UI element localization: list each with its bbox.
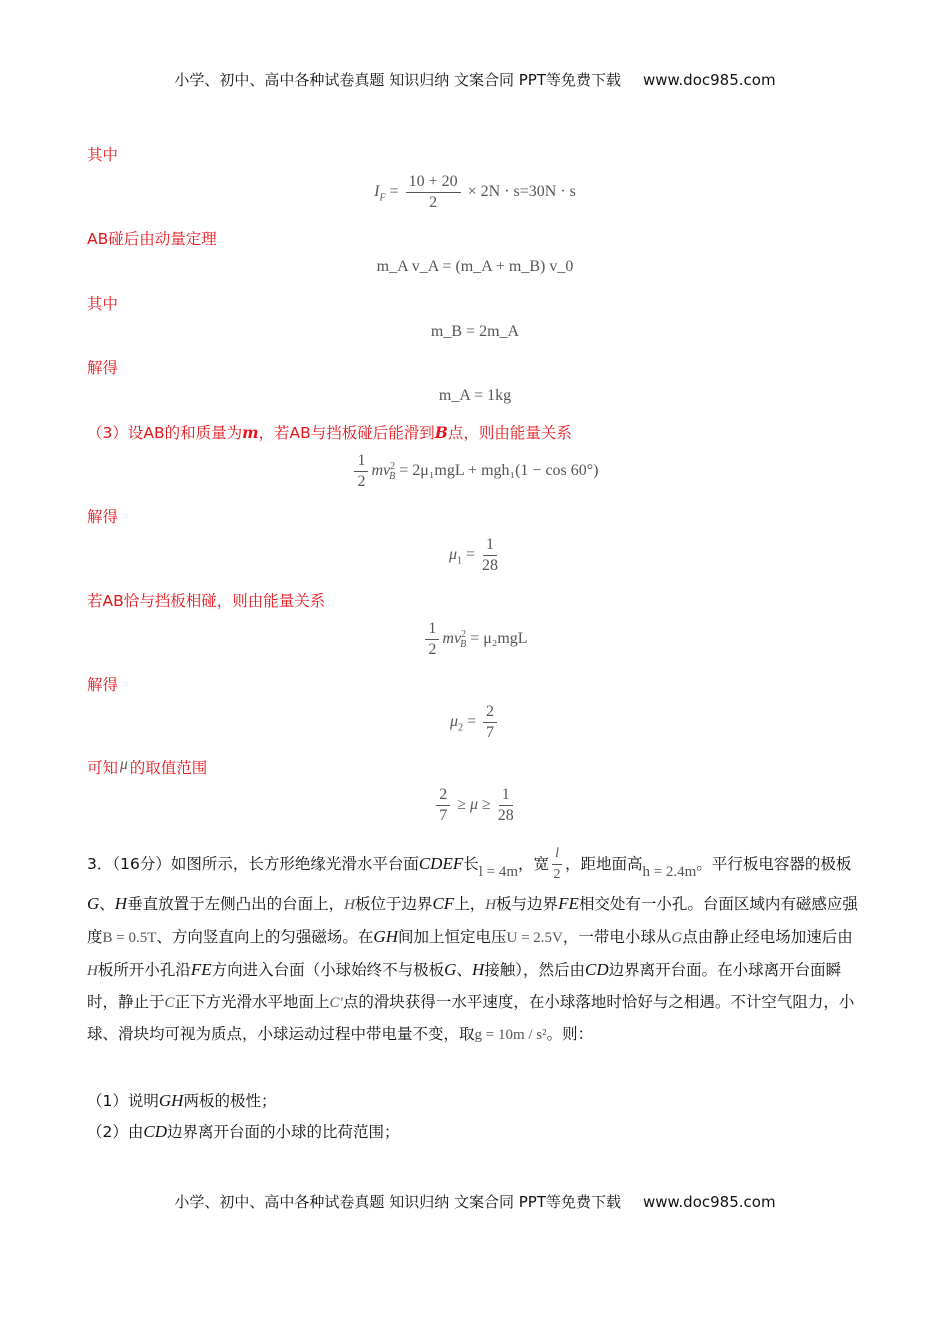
eq1-rest: × 2N · s=30N · s bbox=[467, 183, 576, 201]
q-text: 。平行板电容器的极板 bbox=[696, 855, 852, 873]
equation-energy-1: $\frac{1}{2}$ $mv^2_B = 2\mu_1mgL + mgh_1(1 - \cos 60^\circ)$ bbox=[0, 452, 950, 491]
page-header bbox=[0, 69, 950, 90]
solution-line-3: 其中 bbox=[87, 295, 119, 313]
q-text: 间加上恒定电压 bbox=[397, 928, 507, 946]
q-math: l = 4m bbox=[478, 864, 519, 880]
eq7-numerator: 1 bbox=[425, 620, 439, 640]
eq1-lhs: I bbox=[374, 183, 380, 201]
q-math: C bbox=[164, 995, 175, 1011]
q-math: U = 2.5V bbox=[506, 930, 563, 946]
l9-post: 的取值范围 bbox=[129, 759, 208, 777]
q-math: C′ bbox=[329, 995, 343, 1011]
eq5-rest: = 2μ₁mgL + mgh₁(1 − cos 60°) bbox=[399, 462, 599, 480]
q-math: g = 10m / s² bbox=[474, 1027, 547, 1043]
q-text: （2）由 bbox=[87, 1123, 144, 1141]
q-var: FE bbox=[558, 894, 579, 913]
equation-mu1: $\mu_1$ = $\frac{1}{28}$ bbox=[448, 536, 499, 574]
q-var: GH bbox=[158, 1091, 184, 1110]
q-text: 方向进入台面（小球始终不与极板 bbox=[211, 961, 445, 979]
l5-mid: ，若AB与挡板碰后能滑到 bbox=[258, 424, 435, 442]
eq1-numerator: 10 + 20 bbox=[406, 173, 461, 193]
q-var: CD bbox=[143, 1122, 167, 1141]
sub-question-1 bbox=[87, 1085, 862, 1117]
equation-mass-a: m_A = 1kg bbox=[438, 387, 512, 404]
solution-line-1: 其中 bbox=[87, 146, 119, 164]
footer-site-link[interactable]: www.doc985.com bbox=[642, 1193, 776, 1211]
sub-question-2 bbox=[87, 1116, 862, 1148]
equation-momentum: m_A v_A = (m_A + m_B) v_0 bbox=[376, 258, 574, 275]
q-text: 板与边界 bbox=[496, 895, 559, 913]
equation-mu2: $\mu_2$ = $\frac{2}{7}$ bbox=[0, 703, 950, 742]
q-var: G bbox=[444, 960, 457, 979]
l9-pre: 可知 bbox=[87, 759, 119, 777]
q-text: 点由静止经电场加速后由 bbox=[682, 928, 853, 946]
eq9-n2: 1 bbox=[499, 786, 513, 806]
equation-impulse: $I_F$ = $\frac{10 + 20}{2}$ × 2N · s=30N · s bbox=[374, 173, 576, 211]
q-text: 长 bbox=[463, 855, 479, 873]
q-text: 两板的极性； bbox=[183, 1092, 277, 1110]
q-text: 、 bbox=[456, 961, 472, 979]
equation-mu-range: $\frac{2}{7}$ ≥ μ ≥ $\frac{1}{28}$ bbox=[0, 786, 950, 825]
solution-line-9 bbox=[87, 756, 207, 778]
q-text: 上， bbox=[454, 895, 486, 913]
question-3-body bbox=[87, 845, 862, 1051]
q-math: H bbox=[344, 897, 355, 913]
eq9-d1: 7 bbox=[439, 807, 448, 824]
eq9-n1: 2 bbox=[436, 786, 450, 806]
q-math: B = 0.5T bbox=[102, 930, 157, 946]
eq6-numerator: 1 bbox=[483, 536, 497, 556]
solution-line-4: 解得 bbox=[87, 359, 119, 377]
q-frac-den: 2 bbox=[553, 867, 561, 882]
l5-m: m bbox=[242, 423, 259, 442]
eq9-d2: 28 bbox=[497, 807, 514, 824]
eq7-denominator: 2 bbox=[428, 641, 437, 658]
q-text: 边界离开台面的小球的比荷范围； bbox=[167, 1123, 400, 1141]
q-text: 3．（16分）如图所示，长方形绝缘光滑水平台面 bbox=[87, 855, 419, 873]
solution-line-8: 解得 bbox=[87, 676, 119, 694]
q-text: 点的滑块获得一水平速度，在小球落地时恰好与之相遇。不计空气阻力，小球、滑块均可视为质点，小球运动过程中带电量不变，取 bbox=[87, 993, 855, 1043]
q-var: H bbox=[471, 960, 485, 979]
q-text: 。则： bbox=[546, 1025, 594, 1043]
equation-energy-2: $\frac{1}{2}$ $mv^2_B = \mu_2mgL$ bbox=[0, 620, 950, 659]
solution-line-6: 解得 bbox=[87, 508, 119, 526]
equation-mass-ratio: m_B = 2m_A bbox=[430, 323, 520, 340]
q-math: H bbox=[485, 897, 497, 913]
q-var: CF bbox=[432, 894, 455, 913]
l5-b: B bbox=[434, 423, 448, 442]
q-text: （1）说明 bbox=[87, 1092, 159, 1110]
page-footer bbox=[0, 1191, 950, 1212]
q-text: 接触），然后由 bbox=[484, 961, 585, 979]
q-text: 板所开小孔沿 bbox=[97, 961, 191, 979]
eq6-denominator: 28 bbox=[482, 557, 499, 574]
q-text: 板位于边界 bbox=[354, 895, 433, 913]
q-var: G bbox=[87, 894, 100, 913]
q-var: FE bbox=[190, 960, 212, 979]
q-math: h = 2.4m bbox=[642, 864, 697, 880]
q-var: CD bbox=[585, 960, 609, 979]
q-text: 正下方光滑水平地面上 bbox=[174, 993, 330, 1011]
q-text: 边界离开台面。在小球离开台面瞬时，静止于 bbox=[87, 961, 842, 1011]
eq1-sub: F bbox=[379, 192, 386, 204]
l5-pre: （3）设AB的和质量为 bbox=[87, 424, 243, 442]
eq8-numerator: 2 bbox=[483, 703, 497, 723]
eq5-denominator: 2 bbox=[357, 473, 366, 490]
q-frac-num: l bbox=[552, 845, 562, 865]
q-var: CDEF bbox=[418, 854, 464, 873]
l9-mu: μ bbox=[120, 756, 128, 773]
eq7-rest: = μ₂mgL bbox=[470, 630, 528, 648]
q-text: 、方向竖直向上的匀强磁场。在 bbox=[156, 928, 374, 946]
l5-post: 点，则由能量关系 bbox=[447, 424, 572, 442]
q-var: GH bbox=[373, 927, 398, 946]
q-text: ，距地面高 bbox=[564, 855, 643, 873]
eq5-numerator: 1 bbox=[354, 452, 368, 472]
q-math: H bbox=[87, 963, 98, 979]
eq8-denominator: 7 bbox=[486, 724, 495, 741]
header-text: 小学、初中、高中各种试卷真题 知识归纳 文案合同 PPT等免费下载 bbox=[174, 71, 621, 89]
q-text: ，一带电小球从 bbox=[562, 928, 672, 946]
footer-text: 小学、初中、高中各种试卷真题 知识归纳 文案合同 PPT等免费下载 bbox=[174, 1193, 621, 1211]
solution-line-2: AB碰后由动量定理 bbox=[87, 230, 217, 248]
solution-line-5 bbox=[87, 421, 572, 443]
solution-line-7: 若AB恰与挡板相碰，则由能量关系 bbox=[87, 592, 326, 610]
q-text: 垂直放置于左侧凸出的台面上， bbox=[127, 895, 345, 913]
header-site-link[interactable]: www.doc985.com bbox=[642, 71, 776, 89]
eq1-denominator: 2 bbox=[429, 194, 438, 211]
q-text: 相交处有一小孔。台面区域内有磁感应强度 bbox=[87, 895, 858, 946]
q-text: 、 bbox=[99, 895, 115, 913]
q-math: G bbox=[671, 930, 683, 946]
q-text: ，宽 bbox=[518, 855, 550, 873]
q-var: H bbox=[114, 894, 128, 913]
